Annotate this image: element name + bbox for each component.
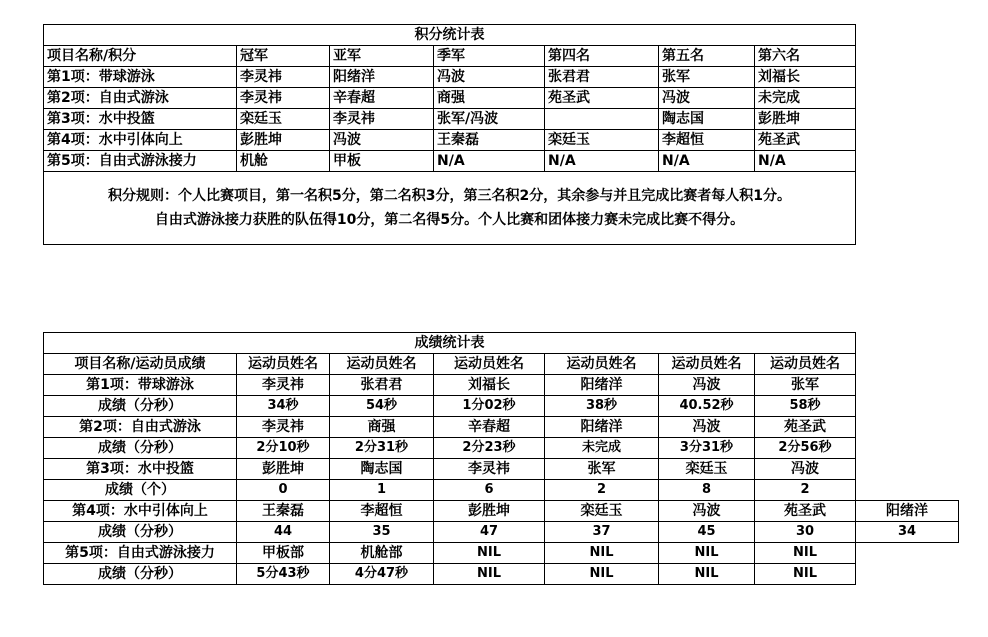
table-row (44, 501, 959, 522)
score-cell: NIL (434, 564, 545, 585)
athlete-cell: 阳绪洋 (545, 375, 659, 396)
score-cell: 未完成 (545, 438, 659, 459)
score-cell: 2分31秒 (330, 438, 434, 459)
table-cell: N/A (755, 151, 856, 172)
athlete-cell: 刘福长 (434, 375, 545, 396)
table-cell: 栾廷玉 (237, 109, 330, 130)
athlete-cell: 张君君 (330, 375, 434, 396)
score-label-cell: 成绩（分秒） (44, 438, 237, 459)
athlete-cell: 李灵祎 (237, 375, 330, 396)
athlete-cell: 陶志国 (330, 459, 434, 480)
athlete-cell: 栾廷玉 (545, 501, 659, 522)
score-cell: 34 (856, 522, 959, 543)
score-cell: NIL (659, 564, 755, 585)
score-cell: 58秒 (755, 396, 856, 417)
header-cell: 运动员姓名 (659, 354, 755, 375)
table-row (44, 130, 856, 151)
table-cell: 阳绪洋 (330, 67, 434, 88)
table-cell: 李超恒 (659, 130, 755, 151)
athlete-cell: 冯波 (659, 375, 755, 396)
score-cell: 38秒 (545, 396, 659, 417)
athlete-cell: 阳绪洋 (856, 501, 959, 522)
event-cell: 第1项：带球游泳 (44, 67, 237, 88)
athlete-cell: 李灵祎 (237, 417, 330, 438)
score-cell: 30 (755, 522, 856, 543)
table-row (44, 522, 959, 543)
table-cell: 未完成 (755, 88, 856, 109)
results-table (43, 332, 959, 585)
header-cell: 亚军 (330, 46, 434, 67)
table-row (44, 109, 856, 130)
table-cell: 李灵祎 (330, 109, 434, 130)
score-cell: NIL (545, 564, 659, 585)
results-header-row (44, 354, 959, 375)
event-cell: 第2项：自由式游泳 (44, 417, 237, 438)
table-cell: 栾廷玉 (545, 130, 659, 151)
table-row (44, 151, 856, 172)
table-cell: 冯波 (659, 88, 755, 109)
athlete-cell: 甲板部 (237, 543, 330, 564)
table-row (44, 459, 959, 480)
table-cell: 张军 (659, 67, 755, 88)
athlete-cell: NIL (659, 543, 755, 564)
header-cell: 运动员姓名 (237, 354, 330, 375)
athlete-cell: 彭胜坤 (434, 501, 545, 522)
table-cell: N/A (434, 151, 545, 172)
score-cell: 1 (330, 480, 434, 501)
score-cell: 2分10秒 (237, 438, 330, 459)
athlete-cell: 苑圣武 (755, 417, 856, 438)
athlete-cell: NIL (434, 543, 545, 564)
scoring-rules (44, 172, 856, 245)
table-row (44, 417, 959, 438)
score-cell: 5分43秒 (237, 564, 330, 585)
table-row (44, 375, 959, 396)
header-cell: 运动员姓名 (545, 354, 659, 375)
score-cell: 2分23秒 (434, 438, 545, 459)
header-cell: 第五名 (659, 46, 755, 67)
score-cell: 6 (434, 480, 545, 501)
score-cell: 0 (237, 480, 330, 501)
table-cell: 李灵祎 (237, 88, 330, 109)
score-cell: 2分56秒 (755, 438, 856, 459)
score-cell: 2 (545, 480, 659, 501)
event-cell: 第4项：水中引体向上 (44, 501, 237, 522)
table-cell: 苑圣武 (545, 88, 659, 109)
score-cell: 44 (237, 522, 330, 543)
event-cell: 第5项：自由式游泳接力 (44, 151, 237, 172)
table-cell: 张君君 (545, 67, 659, 88)
score-cell: 1分02秒 (434, 396, 545, 417)
athlete-cell: 李超恒 (330, 501, 434, 522)
table-cell: 王秦磊 (434, 130, 545, 151)
table-cell: 彭胜坤 (237, 130, 330, 151)
athlete-cell: 阳绪洋 (545, 417, 659, 438)
table-row (44, 67, 856, 88)
athlete-cell: 彭胜坤 (237, 459, 330, 480)
header-cell: 项目名称/积分 (44, 46, 237, 67)
score-cell: NIL (755, 564, 856, 585)
table-row (44, 88, 856, 109)
points-table (43, 24, 856, 245)
event-cell: 第3项：水中投篮 (44, 459, 237, 480)
table-cell: 刘福长 (755, 67, 856, 88)
header-cell: 运动员姓名 (755, 354, 856, 375)
event-cell: 第4项：水中引体向上 (44, 130, 237, 151)
table-cell: 机舱 (237, 151, 330, 172)
athlete-cell: NIL (755, 543, 856, 564)
athlete-cell: 冯波 (659, 417, 755, 438)
score-cell: 45 (659, 522, 755, 543)
athlete-cell: NIL (545, 543, 659, 564)
table-cell (545, 109, 659, 130)
score-cell: 47 (434, 522, 545, 543)
athlete-cell: 辛春超 (434, 417, 545, 438)
score-cell: 37 (545, 522, 659, 543)
table-cell: N/A (659, 151, 755, 172)
points-header-row (44, 46, 856, 67)
event-cell: 第5项：自由式游泳接力 (44, 543, 237, 564)
athlete-cell: 栾廷玉 (659, 459, 755, 480)
rules-line-1: 积分规则：个人比赛项目，第一名积5分，第二名积3分，第三名积2分，其余参与并且完成比赛者每人积1分。 (108, 188, 791, 204)
event-cell: 第1项：带球游泳 (44, 375, 237, 396)
table-cell: 张军/冯波 (434, 109, 545, 130)
points-table-title: 积分统计表 (44, 25, 856, 46)
score-cell: 35 (330, 522, 434, 543)
table-cell: 冯波 (330, 130, 434, 151)
table-cell: 甲板 (330, 151, 434, 172)
table-row (44, 438, 959, 459)
score-cell: 54秒 (330, 396, 434, 417)
athlete-cell: 李灵祎 (434, 459, 545, 480)
athlete-cell: 商强 (330, 417, 434, 438)
table-cell: 冯波 (434, 67, 545, 88)
score-cell: 4分47秒 (330, 564, 434, 585)
table-cell: 商强 (434, 88, 545, 109)
score-cell: 2 (755, 480, 856, 501)
athlete-cell: 张军 (545, 459, 659, 480)
event-cell: 第3项：水中投篮 (44, 109, 237, 130)
rules-line-2: 自由式游泳接力获胜的队伍得10分，第二名得5分。个人比赛和团体接力赛未完成比赛不得分。 (154, 212, 745, 228)
athlete-cell: 张军 (755, 375, 856, 396)
athlete-cell: 冯波 (659, 501, 755, 522)
table-row (44, 564, 959, 585)
header-cell: 第六名 (755, 46, 856, 67)
table-cell: N/A (545, 151, 659, 172)
header-cell: 季军 (434, 46, 545, 67)
table-cell: 彭胜坤 (755, 109, 856, 130)
score-label-cell: 成绩（分秒） (44, 564, 237, 585)
header-cell: 项目名称/运动员成绩 (44, 354, 237, 375)
table-row (44, 480, 959, 501)
event-cell: 第2项：自由式游泳 (44, 88, 237, 109)
score-cell: 3分31秒 (659, 438, 755, 459)
header-cell: 运动员姓名 (434, 354, 545, 375)
score-cell: 8 (659, 480, 755, 501)
score-cell: 34秒 (237, 396, 330, 417)
header-cell: 运动员姓名 (330, 354, 434, 375)
table-row (44, 396, 959, 417)
results-table-title: 成绩统计表 (44, 333, 856, 354)
table-cell: 陶志国 (659, 109, 755, 130)
athlete-cell: 苑圣武 (755, 501, 856, 522)
header-cell: 第四名 (545, 46, 659, 67)
score-label-cell: 成绩（分秒） (44, 396, 237, 417)
athlete-cell: 冯波 (755, 459, 856, 480)
athlete-cell: 机舱部 (330, 543, 434, 564)
table-row (44, 543, 959, 564)
table-cell: 李灵祎 (237, 67, 330, 88)
table-cell: 苑圣武 (755, 130, 856, 151)
score-label-cell: 成绩（分秒） (44, 522, 237, 543)
score-label-cell: 成绩（个） (44, 480, 237, 501)
header-cell: 冠军 (237, 46, 330, 67)
table-cell: 辛春超 (330, 88, 434, 109)
athlete-cell: 王秦磊 (237, 501, 330, 522)
score-cell: 40.52秒 (659, 396, 755, 417)
